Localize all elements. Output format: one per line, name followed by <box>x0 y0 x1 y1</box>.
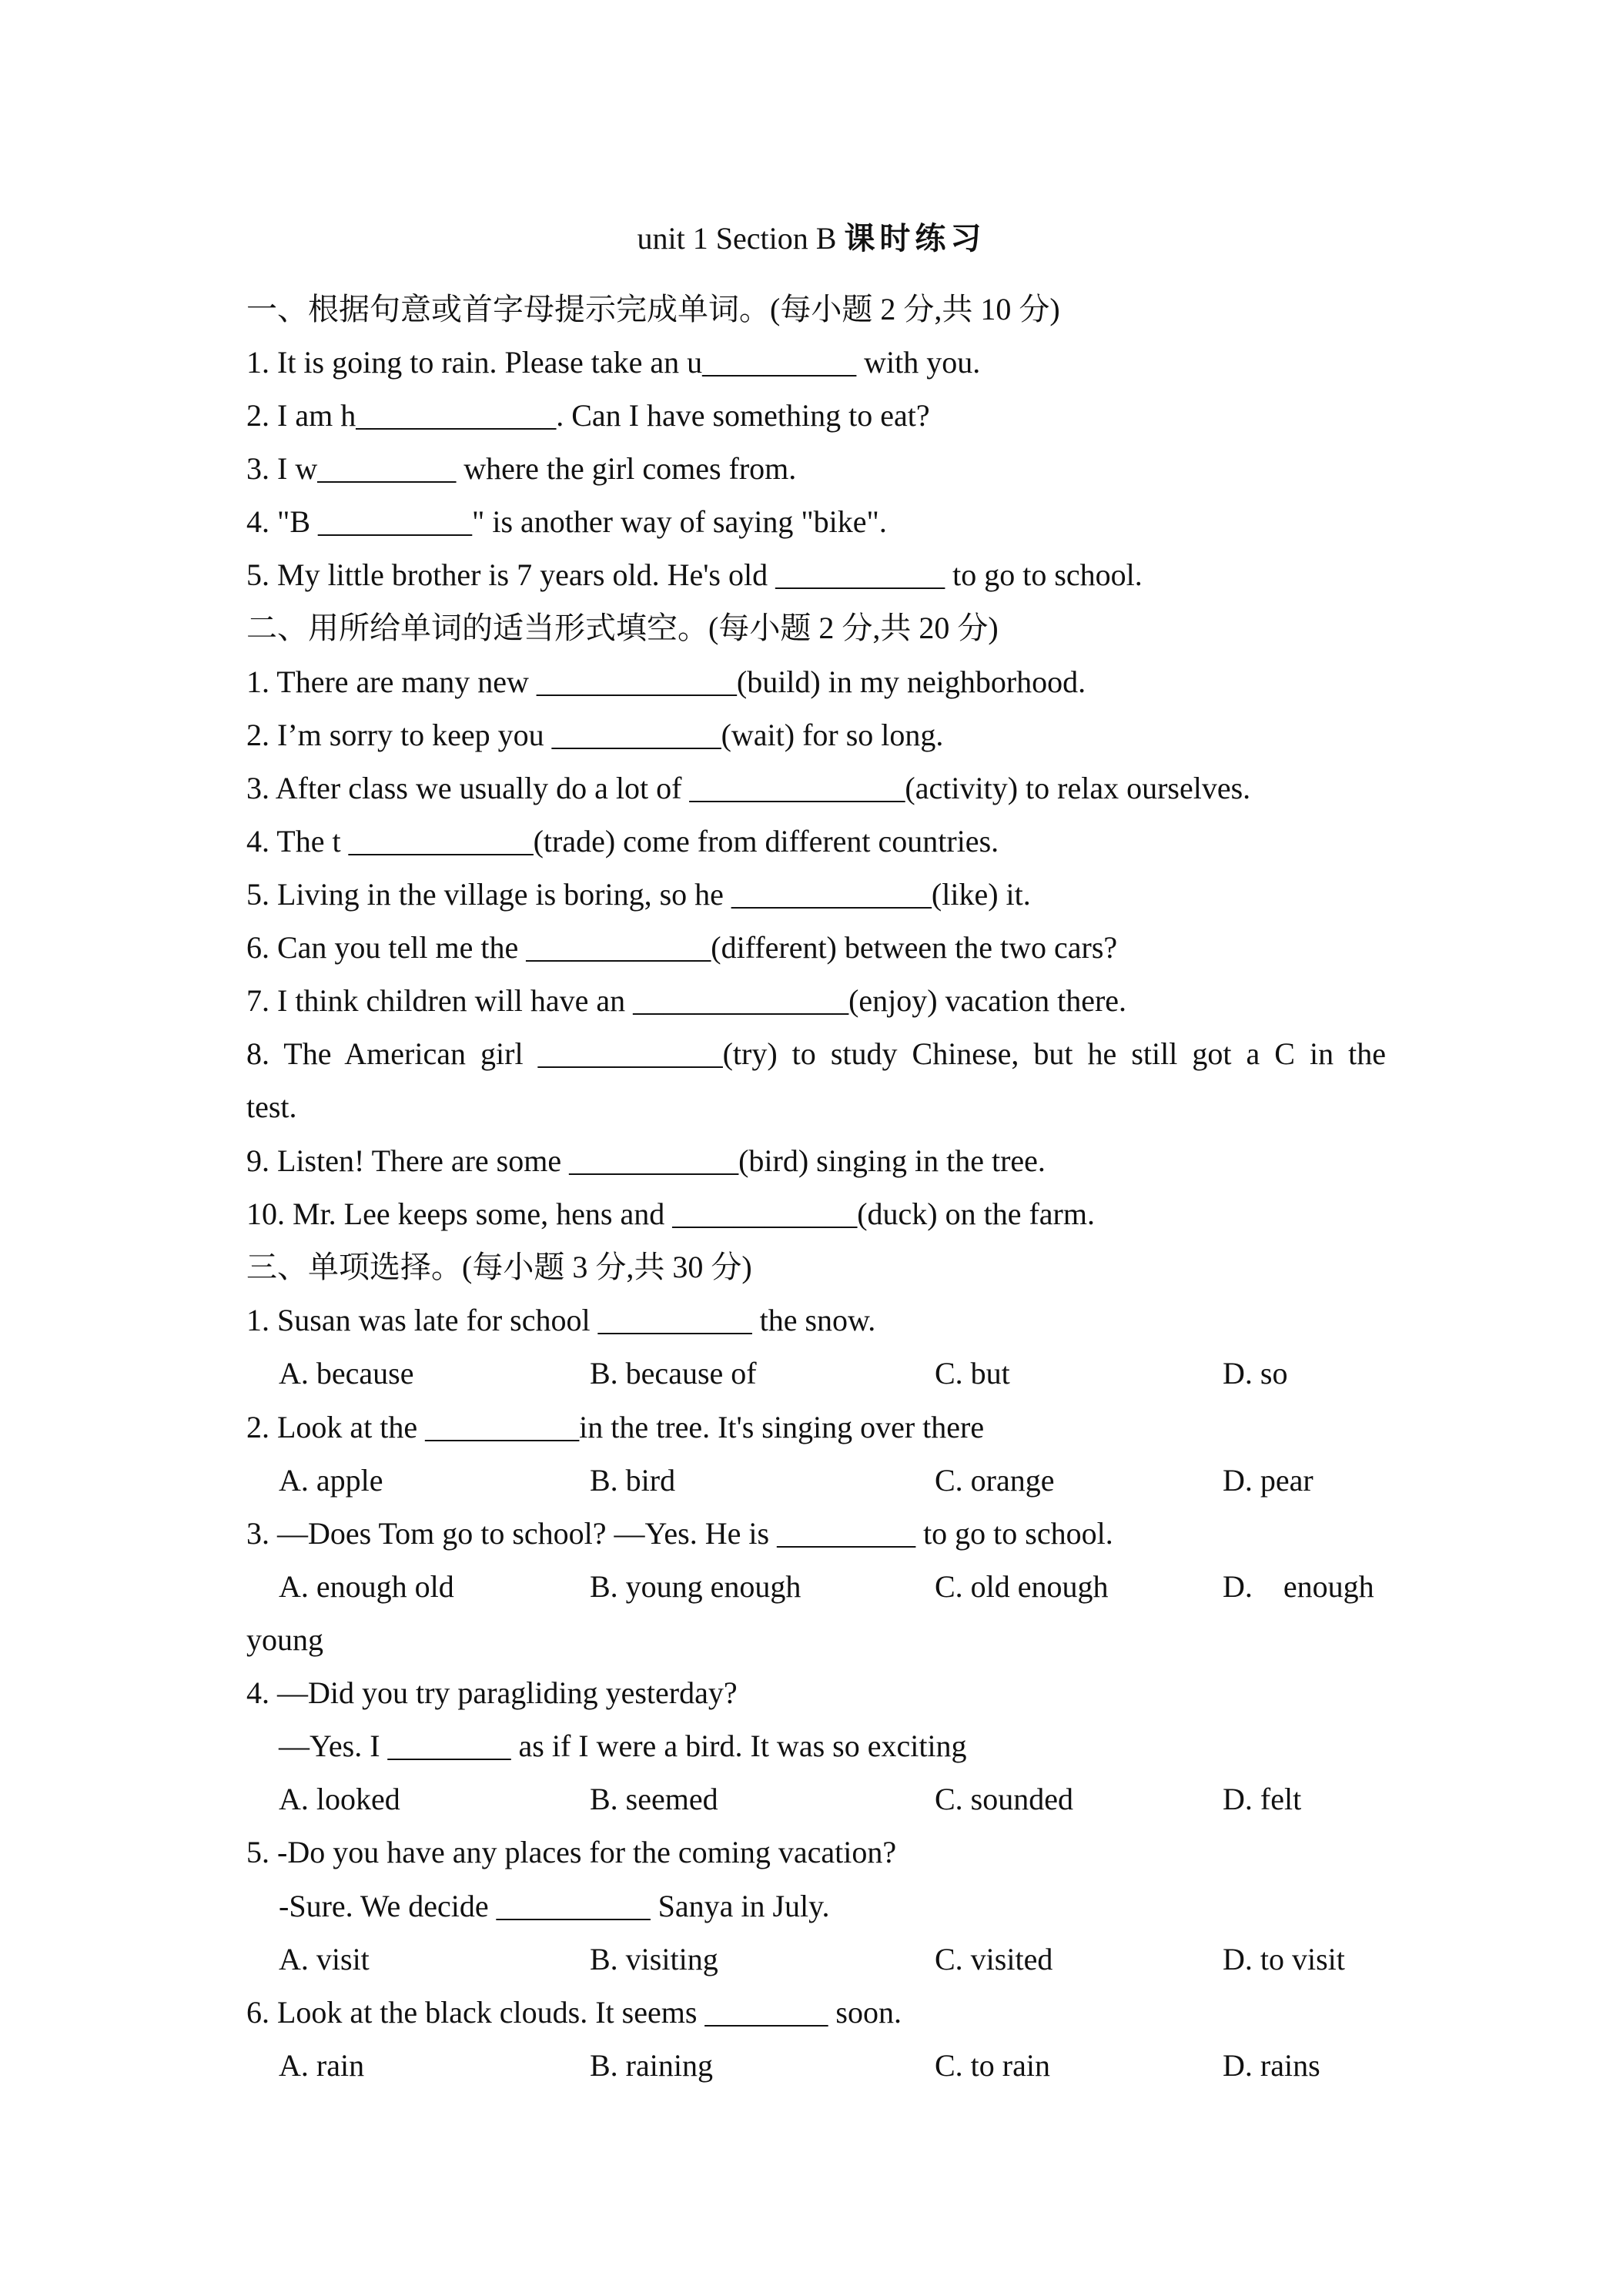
question-2-option-a: A. apple <box>279 1463 383 1498</box>
question-5-option-b: B. visiting <box>590 1942 718 1976</box>
section1-item-2: 2. I am h_____________. Can I have something to eat? <box>246 398 930 433</box>
question-2-stem: 2. Look at the __________in the tree. It's singing over there <box>246 1410 985 1444</box>
title-english: unit 1 Section B <box>637 221 845 256</box>
section2-item-1: 1. There are many new _____________(build) in my neighborhood. <box>246 664 1086 699</box>
section2-item-8-wrap: test. <box>246 1089 297 1124</box>
title-chinese: 课时练习 <box>844 221 986 256</box>
section2-heading: 二、用所给单词的适当形式填空。(每小题 2 分,共 20 分) <box>246 611 999 645</box>
question-6-stem: 6. Look at the black clouds. It seems ________ soon. <box>246 1995 902 2030</box>
section3-heading: 三、单项选择。(每小题 3 分,共 30 分) <box>246 1250 752 1284</box>
question-4-stem: 4. —Did you try paragliding yesterday? <box>246 1675 738 1710</box>
question-5-stem-reply: -Sure. We decide __________ Sanya in July. <box>279 1889 830 1923</box>
section2-item-10: 10. Mr. Lee keeps some, hens and ____________(duck) on the farm. <box>246 1197 1095 1231</box>
page-title <box>0 219 1623 259</box>
section2-item-8: 8. The American girl ____________(try) to study Chinese, but he still got a C in the <box>246 1036 1386 1071</box>
question-6-option-c: C. to rain <box>935 2048 1050 2083</box>
section2-item-3: 3. After class we usually do a lot of ______________(activity) to relax ourselves. <box>246 771 1251 805</box>
question-2-option-b: B. bird <box>590 1463 676 1498</box>
section1-item-1: 1. It is going to rain. Please take an u__________ with you. <box>246 345 981 380</box>
question-4-option-a: A. looked <box>279 1782 400 1816</box>
question-1-option-c: C. but <box>935 1356 1010 1391</box>
question-1-option-b: B. because of <box>590 1356 757 1391</box>
question-3-option-d-wrap: young <box>246 1622 323 1657</box>
section1-heading: 一、根据句意或首字母提示完成单词。(每小题 2 分,共 10 分) <box>246 292 1060 326</box>
question-2-option-d: D. pear <box>1223 1463 1313 1498</box>
question-3-option-b: B. young enough <box>590 1569 801 1604</box>
question-6-option-d: D. rains <box>1223 2048 1320 2083</box>
section2-item-5: 5. Living in the village is boring, so he _____________(like) it. <box>246 877 1031 912</box>
section2-item-7: 7. I think children will have an ______________(enjoy) vacation there. <box>246 983 1127 1018</box>
section1-item-3: 3. I w_________ where the girl comes from. <box>246 451 797 486</box>
question-3-option-a: A. enough old <box>279 1569 454 1604</box>
section2-item-9: 9. Listen! There are some ___________(bird) singing in the tree. <box>246 1143 1046 1178</box>
question-1-stem: 1. Susan was late for school __________ the snow. <box>246 1303 876 1337</box>
question-5-option-c: C. visited <box>935 1942 1053 1976</box>
question-2-option-c: C. orange <box>935 1463 1055 1498</box>
question-4-option-d: D. felt <box>1223 1782 1302 1816</box>
question-4-option-b: B. seemed <box>590 1782 718 1816</box>
section1-item-4: 4. "B __________" is another way of saying "bike". <box>246 504 887 539</box>
section1-item-5: 5. My little brother is 7 years old. He's old ___________ to go to school. <box>246 557 1143 592</box>
section2-item-4: 4. The t ____________(trade) come from different countries. <box>246 824 999 858</box>
question-4-option-c: C. sounded <box>935 1782 1073 1816</box>
question-3-option-d: D. enough <box>1223 1569 1374 1604</box>
section2-item-6: 6. Can you tell me the ____________(different) between the two cars? <box>246 930 1118 965</box>
question-3-stem: 3. —Does Tom go to school? —Yes. He is _________ to go to school. <box>246 1516 1113 1551</box>
question-1-option-a: A. because <box>279 1356 414 1391</box>
question-3-option-c: C. old enough <box>935 1569 1109 1604</box>
question-1-option-d: D. so <box>1223 1356 1288 1391</box>
question-4-stem-reply: —Yes. I ________ as if I were a bird. It was so exciting <box>279 1729 967 1763</box>
question-5-option-d: D. to visit <box>1223 1942 1345 1976</box>
question-6-option-a: A. rain <box>279 2048 365 2083</box>
question-5-option-a: A. visit <box>279 1942 370 1976</box>
section2-item-2: 2. I’m sorry to keep you ___________(wait) for so long. <box>246 718 944 752</box>
question-6-option-b: B. raining <box>590 2048 713 2083</box>
question-5-stem: 5. -Do you have any places for the coming vacation? <box>246 1835 897 1869</box>
